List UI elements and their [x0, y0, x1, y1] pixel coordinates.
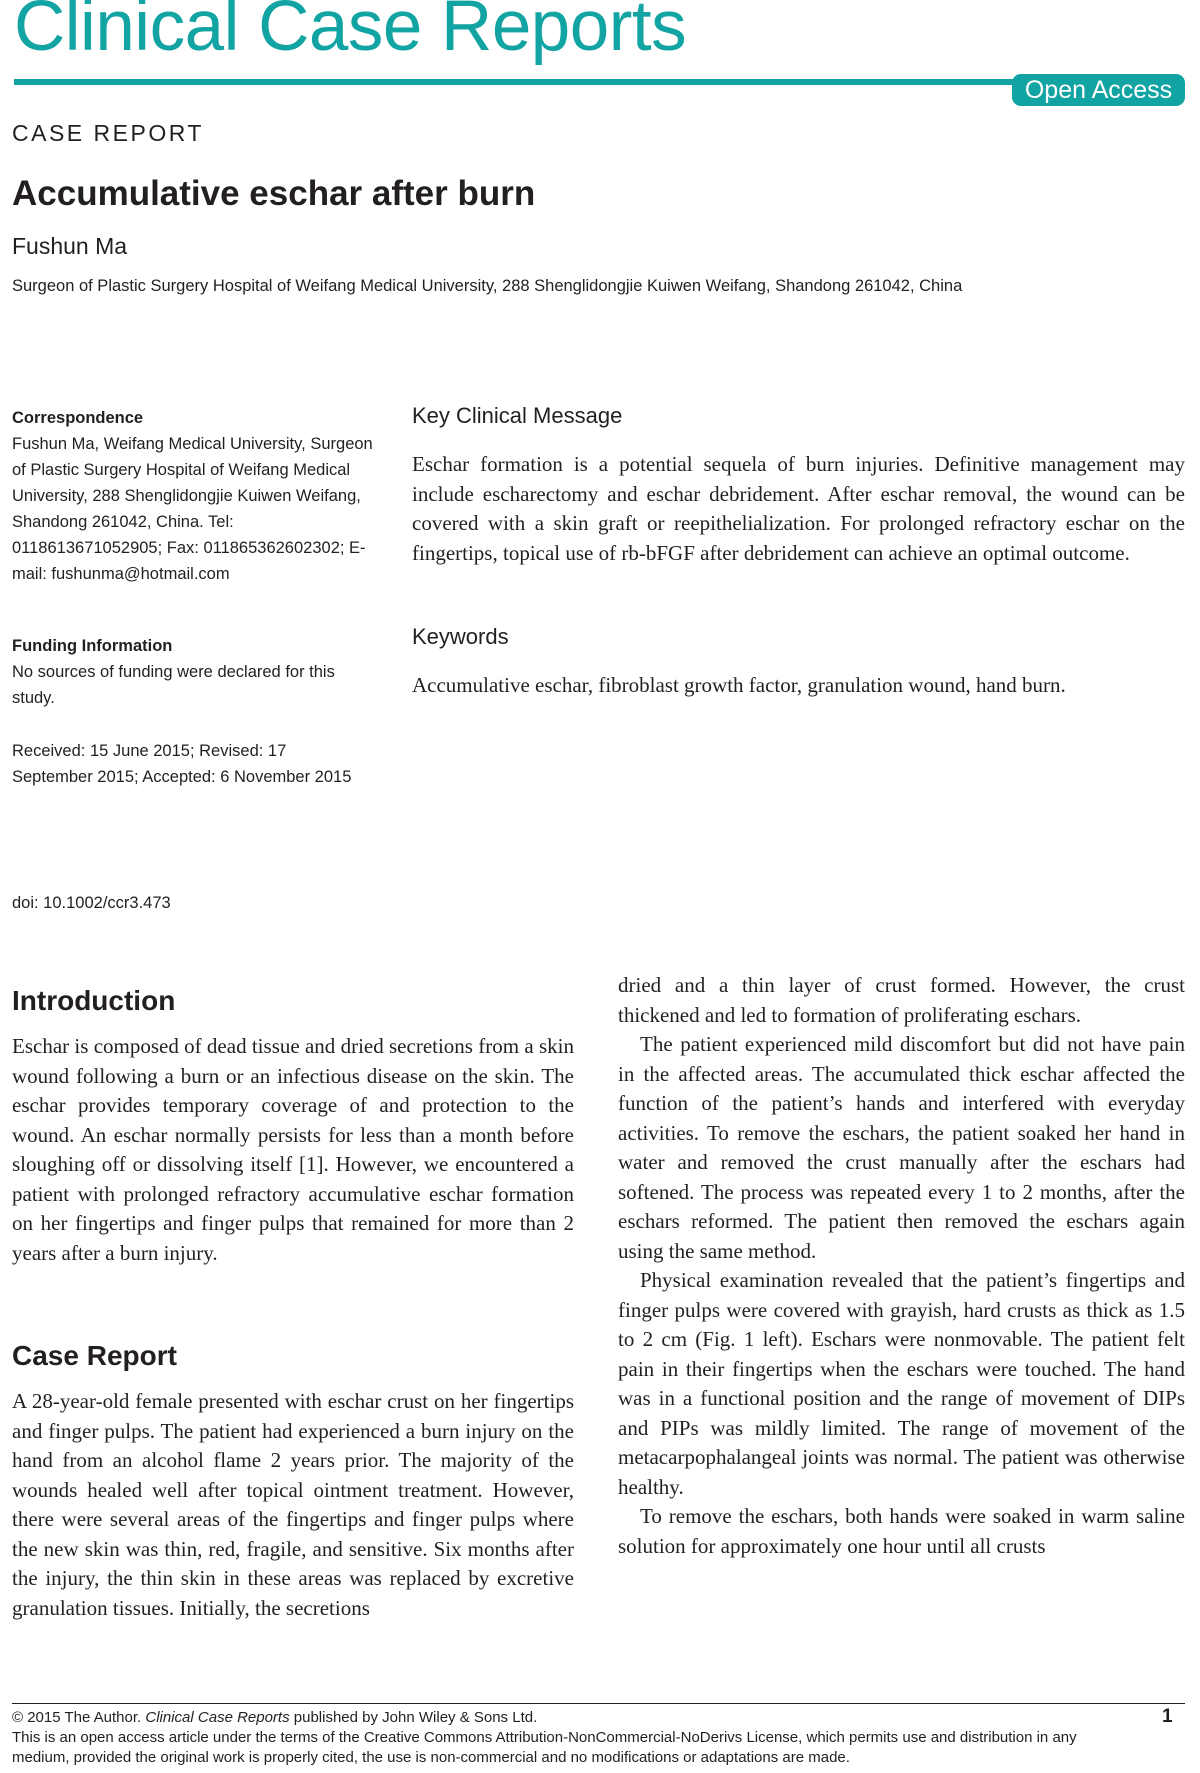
funding-block [12, 633, 382, 711]
license-text: This is an open access article under the terms of the Creative Commons Attribution-NonCommercial-NoDerivs License, which permits use and distribution in any medium, provided the original work is properly cited, the use is non-commercial and no modifications or adaptations are made. [12, 1729, 1077, 1766]
funding-text: No sources of funding were declared for this study. [12, 663, 335, 707]
right-column [618, 971, 1185, 1561]
copyright-journal: Clinical Case Reports [145, 1709, 290, 1726]
journal-title: Clinical Case Reports [14, 0, 687, 66]
introduction-paragraph: Eschar is composed of dead tissue and dried secretions from a skin wound following a burn or an infectious disease on the skin. The eschar provides temporary coverage of and protection to the wound. An eschar normally persists for less than a month before sloughing off or dissolving itself [1]. However, we encountered a patient with prolonged refractory accumulative eschar formation on her fingertips and finger pulps that remained for more than 2 years after a burn injury. [12, 1034, 574, 1265]
copyright-line [12, 1708, 1112, 1728]
header-rule [14, 79, 1024, 85]
key-clinical-message-heading: Key Clinical Message [412, 403, 623, 428]
introduction-text [12, 1032, 574, 1268]
body-paragraph-3: Physical examination revealed that the patient’s fingertips and finger pulps were covered with grayish, hard crusts as thick as 1.5 to 2 cm (Fig. 1 left). Eschars were nonmovable. The patient felt pain in their fingertips when the eschars were touched. The hand was in a functional position and the range of movement of DIPs and PIPs was mildly limited. The range of movement of the metacarpophalangeal joints was normal. The patient was otherwise healthy. [618, 1268, 1185, 1499]
article-dates: Received: 15 June 2015; Revised: 17 September 2015; Accepted: 6 November 2015 [12, 742, 352, 786]
case-report-heading: Case Report [12, 1340, 177, 1371]
doi: doi: 10.1002/ccr3.473 [12, 894, 171, 912]
correspondence-label: Correspondence [12, 409, 144, 427]
key-clinical-message-text: Eschar formation is a potential sequela of burn injuries. Definitive management may include escharectomy and eschar debridement. After eschar removal, the wound can be covered with a skin graft or reepithelialization. For prolonged refractory eschar on the fingertips, topical use of rb-bFGF after debridement can achieve an optimal outcome. [412, 452, 1185, 565]
author-name: Fushun Ma [12, 233, 128, 259]
correspondence-block [12, 405, 382, 587]
case-report-paragraph: A 28-year-old female presented with eschar crust on her fingertips and finger pulps. The patient had experienced a burn injury on the hand from an alcohol flame 2 years prior. The majority of the wounds healed well after topical ointment treatment. However, there were several areas of the fingertips and finger pulps where the new skin was thin, red, fragile, and sensitive. Six months after the injury, the thin skin in these areas was replaced by excretive granulation tissues. Initially, the secretions [12, 1389, 574, 1620]
body-paragraph-1: dried and a thin layer of crust formed. However, the crust thickened and led to formation of proliferating eschars. [618, 973, 1185, 1027]
article-type: CASE REPORT [12, 120, 204, 146]
keywords-text: Accumulative eschar, fibroblast growth factor, granulation wound, hand burn. [412, 673, 1066, 697]
author-affiliation: Surgeon of Plastic Surgery Hospital of Weifang Medical University, 288 Shenglidongjie Kuiwen Weifang, Shandong 261042, China [12, 277, 963, 295]
introduction-heading: Introduction [12, 985, 176, 1016]
open-access-badge: Open Access [1012, 74, 1185, 106]
copyright-suffix: published by John Wiley & Sons Ltd. [289, 1709, 538, 1726]
body-paragraph-2: The patient experienced mild discomfort but did not have pain in the affected areas. The accumulated thick eschar affected the function of the patient’s hands and interfered with everyday activities. To remove the eschars, the patient soaked her hand in water and removed the crust manually after the eschars had softened. The process was repeated every 1 to 2 months, after the eschars reformed. The patient then removed the eschars again using the same method. [618, 1032, 1185, 1263]
footer [12, 1708, 1112, 1768]
article-title: Accumulative eschar after burn [12, 174, 536, 213]
body-paragraph-4: To remove the eschars, both hands were soaked in warm saline solution for approximately one hour until all crusts [618, 1504, 1185, 1558]
keywords-heading: Keywords [412, 624, 509, 649]
footer-rule [12, 1703, 1185, 1704]
funding-label: Funding Information [12, 637, 173, 655]
copyright-prefix: © 2015 The Author. [12, 1709, 146, 1726]
page-number: 1 [1162, 1706, 1173, 1727]
correspondence-text: Fushun Ma, Weifang Medical University, Surgeon of Plastic Surgery Hospital of Weifang Medical University, 288 Shenglidongjie Kuiwen Weifang, Shandong 261042, China. Tel: 0118613671052905; Fax: 011865362602302; E-mail: fushunma@hotmail.com [12, 435, 373, 583]
case-report-text [12, 1387, 574, 1623]
